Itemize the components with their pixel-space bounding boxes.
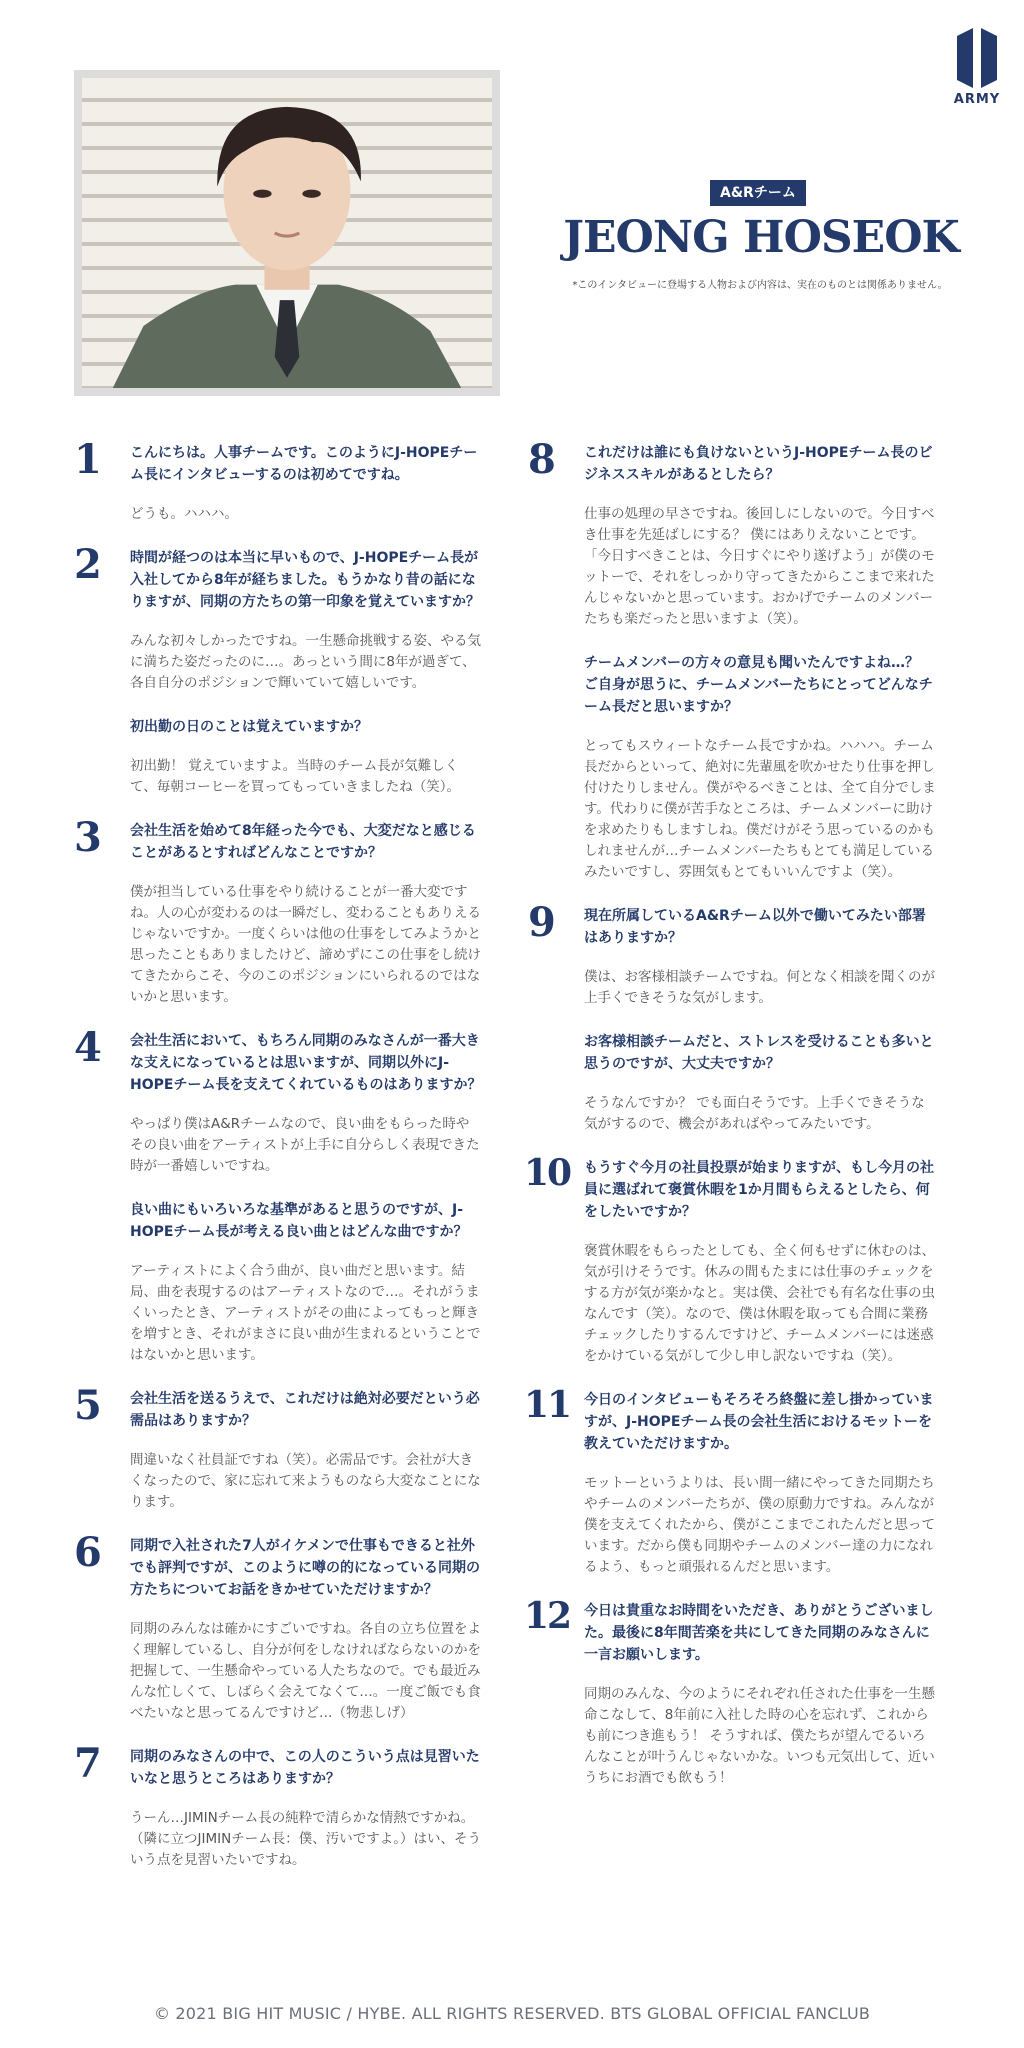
question-text: 良い曲にもいろいろな基準があると思うのですが、J-HOPEチーム長が考える良い曲とはどんな曲ですか？: [130, 1202, 468, 1240]
question-number: 1: [74, 436, 102, 483]
copyright-footer: © 2021 BIG HIT MUSIC / HYBE. ALL RIGHTS RESERVED. BTS GLOBAL OFFICIAL FANCLUB: [153, 2004, 871, 2023]
question-text: 今日のインタビューもそろそろ終盤に差し掛かっていますが、J-HOPEチーム長の会社生活におけるモットーを教えていただけますか。: [584, 1392, 934, 1452]
question-number: 8: [528, 436, 556, 483]
army-logo: [948, 26, 1006, 107]
army-emblem-icon: [953, 26, 1001, 90]
answer-text: アーティストによく合う曲が、良い曲だと思います。結局、曲を表現するのはアーティストなので…。それがうまくいったとき、アーティストがその曲によってもっと輝きを増すとき、それがまさに良い曲が生まれるということではないかと思います。: [130, 1263, 481, 1363]
question-number: 11: [524, 1384, 571, 1426]
profile-photo-frame: [74, 70, 500, 396]
qa-block-7: [74, 1740, 482, 1871]
qa-block-6: [74, 1529, 482, 1724]
question-number: 12: [524, 1595, 571, 1637]
answer-text: やっぱり僕はA&Rチームなので、良い曲をもらった時やその良い曲をアーティストが上手に自分らしく表現できた時が一番嬉しいですね。: [130, 1116, 480, 1174]
question-number: 9: [528, 899, 556, 946]
answer-text: 同期のみんな、今のようにそれぞれ任された仕事を一生懸命こなして、8年前に入社した時の心を忘れず、これからも前につき進もう！ そうすれば、僕たちが望んでるいろんなことが叶うんじゃないかな。いつも元気出して、近いうちにお酒でも飲もう！: [584, 1686, 935, 1786]
qa-block-9: [528, 899, 936, 1135]
question-text: こんにちは。人事チームです。このようにJ-HOPEチーム長にインタビューするのは初めてですね。: [130, 445, 478, 483]
answer-text: 褒賞休暇をもらったとしても、全く何もせずに休むのは、気が引けそうです。休みの間もたまには仕事のチェックをする方が気が楽かなと。実は僕、会社でも有名な仕事の虫なんです（笑）。なので、僕は休暇を取っても合間に業務チェックしたりするんですけど、チームメンバーには迷惑をかけている気がして少し申し訳ないですね（笑）。: [584, 1243, 935, 1364]
qa-block-12: [524, 1595, 936, 1789]
answer-text: 間違いなく社員証ですね（笑）。必需品です。会社が大きくなったので、家に忘れて来ようものなら大変なことになります。: [130, 1452, 481, 1510]
question-text: 会社生活において、もちろん同期のみなさんが一番大きな支えになっているとは思いますが、同期以外にJ-HOPEチーム長を支えてくれているものはありますか？: [130, 1033, 482, 1093]
question-number: 5: [74, 1382, 102, 1429]
question-text: 今日は貴重なお時間をいただき、ありがとうございました。最後に8年間苦楽を共にしてきた同期のみなさんに一言お願いします。: [584, 1603, 934, 1663]
question-text: お客様相談チームだと、ストレスを受けることも多いと思うのですが、大丈夫ですか？: [584, 1034, 934, 1072]
question-text: 会社生活を始めて8年経った今でも、大変だなと感じることがあるとすればどんなことですか？: [130, 823, 476, 861]
answer-text: とってもスウィートなチーム長ですかね。ハハハ。チーム長だからといって、絶対に先輩風を吹かせたり仕事を押し付けたりしません。僕がやるべきことは、全て自分でします。代わりに僕が苦手なところは、チームメンバーに助けを求めたりもしますしね。僕だけがそう思っているのかもしれませんが…チームメンバーたちもとても満足しているみたいですし、雰囲気もとてもいいんですよ（笑）。: [584, 738, 936, 880]
question-number: 4: [74, 1024, 102, 1071]
qa-block-4: [74, 1024, 482, 1366]
answer-text: うーん…JIMINチーム長の純粋で清らかな情熱ですかね。（隣に立つJIMINチーム長：僕、汚いですよ。）はい、そういう点を見習いたいですね。: [130, 1810, 481, 1868]
logo-text: ARMY: [953, 92, 1001, 107]
qa-block-11: [524, 1384, 936, 1578]
question-text: もうすぐ今月の社員投票が始まりますが、もし今月の社員に選ばれて褒賞休暇を1か月間もらえるとしたら、何をしたいですか？: [584, 1160, 934, 1220]
answer-text: 仕事の処理の早さですね。後回しにしないので。今日すべき仕事を先延ばしにする？ 僕にはありえないことです。「今日すべきことは、今日すぐにやり遂げよう」が僕のモットーで、それをしっかり守ってきたからここまで来れたんじゃないかと思っています。おかげでチームのメンバーたちも楽だったと思いますよ（笑）。: [584, 506, 935, 627]
team-badge: A&Rチーム: [710, 180, 806, 206]
question-text: 現在所属しているA&Rチーム以外で働いてみたい部署はありますか？: [584, 908, 926, 946]
question-number: 7: [74, 1740, 102, 1787]
answer-text: モットーというよりは、長い間一緒にやってきた同期たちやチームのメンバーたちが、僕の原動力ですね。みんなが僕を支えてくれたから、僕がここまでこれたんだと思っています。だから僕も同期やチームのメンバー達の力になれるよう、もっと頑張れるんだと思います。: [584, 1475, 935, 1575]
question-text: 会社生活を送るうえで、これだけは絶対必要だという必需品はありますか？: [130, 1391, 480, 1429]
qa-block-10: [524, 1152, 936, 1367]
qa-block-8: [528, 436, 936, 883]
answer-text: 同期のみんなは確かにすごいですね。各自の立ち位置をよく理解しているし、自分が何をしなければならないのかを把握して、一生懸命やっている人たちなので。でも最近みんな忙しくて、しばらく会えてなくて…。一度ご飯でも食べたいなと思ってるんですけど…（物悲しげ）: [130, 1621, 481, 1721]
disclaimer: *このインタビューに登場する人物および内容は、実在のものとは関係ありません。: [572, 280, 948, 291]
question-number: 10: [524, 1152, 571, 1194]
question-number: 6: [74, 1529, 102, 1576]
qa-block-3: [74, 814, 482, 1008]
question-text: 同期で入社された7人がイケメンで仕事もできると社外でも評判ですが、このように噂の的になっている同期の方たちについてお話をきかせていただけますか？: [130, 1538, 480, 1598]
right-column: [524, 436, 936, 1811]
answer-text: 僕が担当している仕事をやり続けることが一番大変ですね。人の心が変わるのは一瞬だし、変わることもありえるじゃないですか。一度くらいは他の仕事をしてみようかと思ったこともありましたけど、諦めずにこの仕事をし続けてきたからこそ、今のこのポジションにいられるのではないかと思います。: [130, 884, 481, 1005]
qa-block-2: [74, 541, 482, 798]
answer-text: そうなんですか？ でも面白そうです。上手くできそうな気がするので、機会があればやってみたいです。: [584, 1095, 925, 1132]
portrait-illustration: [82, 78, 492, 388]
qa-block-5: [74, 1382, 482, 1513]
profile-photo: [82, 78, 492, 388]
question-text: 同期のみなさんの中で、この人のこういう点は見習いたいなと思うところはありますか？: [130, 1749, 480, 1787]
answer-text: みんな初々しかったですね。一生懸命挑戦する姿、やる気に満ちた姿だったのに…。あっという間に8年が過ぎて、各自自分のポジションで輝いていて嬉しいです。: [130, 633, 481, 691]
question-number: 3: [74, 814, 102, 861]
question-text: これだけは誰にも負けないというJ-HOPEチーム長のビジネススキルがあるとしたら？: [584, 445, 933, 483]
answer-text: どうも。ハハハ。: [130, 506, 238, 522]
interviewee-name: JEONG HOSEOK: [563, 212, 959, 263]
question-text: チームメンバーの方々の意見も聞いたんですよね…？ ご自身が思うに、チームメンバーたちにとってどんなチーム長だと思いますか？: [584, 655, 933, 715]
question-text: 時間が経つのは本当に早いもので、J-HOPEチーム長が入社してから8年が経ちました。もうかなり昔の話になりますが、同期の方たちの第一印象を覚えていますか？: [130, 550, 480, 610]
question-number: 2: [74, 541, 102, 588]
question-text: 初出勤の日のことは覚えていますか？: [130, 719, 368, 735]
answer-text: 初出勤！ 覚えていますよ。当時のチーム長が気難しくて、毎朝コーヒーを買ってもっていきましたね（笑）。: [130, 758, 460, 795]
answer-text: 僕は、お客様相談チームですね。何となく相談を聞くのが上手くできそうな気がします。: [584, 969, 935, 1006]
left-column: [74, 436, 482, 1893]
qa-block-1: [74, 436, 482, 525]
